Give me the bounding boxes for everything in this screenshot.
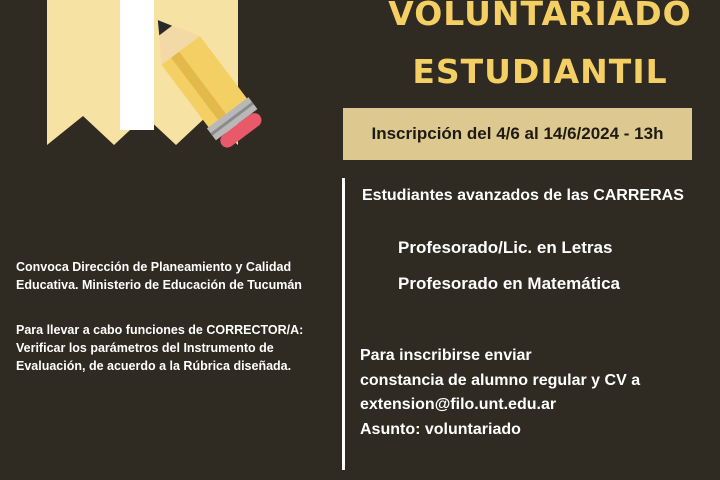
careers-list — [398, 230, 620, 302]
inscription-date-banner: Inscripción del 4/6 al 14/6/2024 - 13h — [343, 108, 692, 160]
convoca-text — [16, 258, 302, 294]
inscription-instructions — [360, 344, 640, 442]
career-item: Profesorado/Lic. en Letras — [398, 238, 613, 257]
funciones-line: Evaluación, de acuerdo a la Rúbrica diseñada. — [16, 359, 292, 373]
title-line-1: VOLUNTARIADO — [388, 0, 692, 33]
divider-line — [342, 178, 345, 470]
title-line-2: ESTUDIANTIL — [412, 52, 668, 91]
bookmark-pencil-icon — [0, 0, 300, 170]
instruction-line: constancia de alumno regular y CV a — [360, 371, 641, 389]
instruction-line: Para inscribirse enviar — [360, 347, 532, 364]
funciones-text — [16, 321, 303, 375]
email-subject: Asunto: voluntariado — [360, 420, 521, 438]
contact-email: extension@filo.unt.edu.ar — [360, 396, 557, 413]
funciones-line: Verificar los parámetros del Instrumento de — [16, 341, 274, 355]
careers-heading: Estudiantes avanzados de las CARRERAS — [362, 187, 684, 204]
convoca-line: Convoca Dirección de Planeamiento y Calidad — [16, 260, 292, 274]
convoca-line: Educativa. Ministerio de Educación de Tucumán — [16, 278, 302, 292]
career-item: Profesorado en Matemática — [398, 274, 621, 293]
funciones-line: Para llevar a cabo funciones de CORRECTOR/A: — [16, 323, 304, 337]
